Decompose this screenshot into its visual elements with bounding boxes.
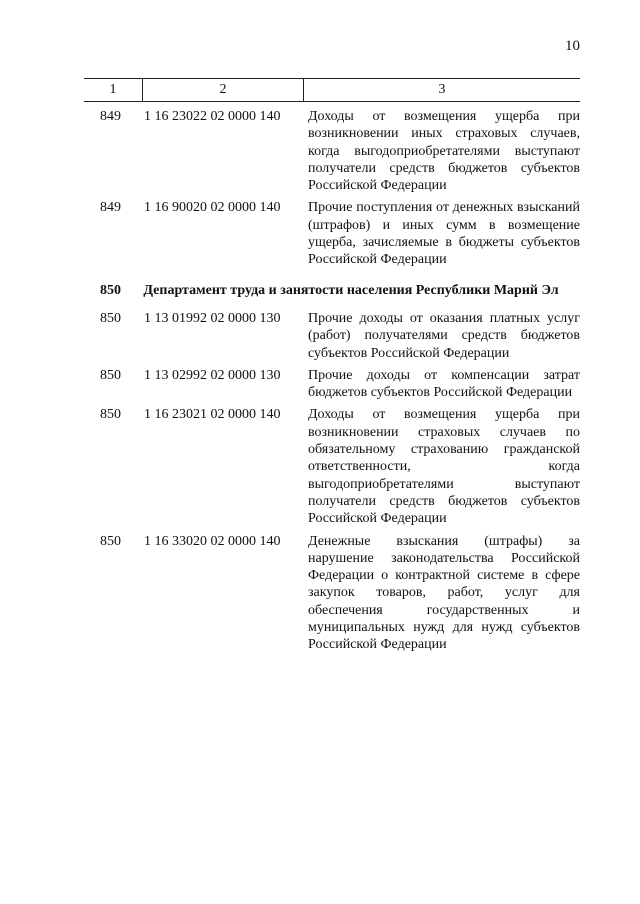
section-admin-code: 850: [100, 282, 121, 298]
row-admin-code: 849: [100, 200, 121, 216]
section-heading: [84, 282, 580, 299]
row-budget-code: 1 16 23022 02 0000 140: [144, 109, 281, 124]
row-description: Доходы от возмещения ущерба при возникновении страховых случаев по обязательному страхованию гражданской ответственности, когда выгодоприобретателями выступают получатели средств бюджетов субъектов Российской Федерации: [308, 407, 580, 527]
row-admin-code: 850: [100, 533, 121, 549]
row-description: Прочие доходы от оказания платных услуг (работ) получателями средств бюджетов субъектов Российской Федерации: [308, 310, 580, 361]
row-budget-code: 1 16 33020 02 0000 140: [144, 533, 281, 549]
row-budget-code: 1 13 01992 02 0000 130: [144, 310, 281, 326]
row-description: Денежные взыскания (штрафы) за нарушение законодательства Российской Федерации о контрактной системе в сфере закупок товаров, работ, услуг для обеспечения государственных и муниципальных нужд для нужд субъектов Российской Федерации: [308, 533, 580, 653]
section-title: Департамент труда и занятости населения Республики Марий Эл: [143, 282, 559, 298]
table-row: [84, 108, 580, 194]
row-budget-code: 1 13 02992 02 0000 130: [144, 367, 281, 383]
row-budget-code: 1 16 90020 02 0000 140: [144, 200, 281, 216]
row-admin-code: 850: [100, 367, 121, 383]
table-body: [84, 108, 580, 654]
table-row: [84, 406, 580, 527]
row-admin-code: 850: [100, 310, 121, 326]
table-row: [84, 367, 580, 402]
row-description: Прочие доходы от компенсации затрат бюджетов субъектов Российской Федерации: [308, 367, 580, 401]
table-row: [84, 533, 580, 654]
table-row: [84, 310, 580, 362]
page-number: 10: [565, 38, 580, 54]
row-description: Доходы от возмещения ущерба при возникновении иных страховых случаев, когда выгодоприобретателями выступают получатели средств бюджетов субъектов Российской Федерации: [308, 109, 580, 194]
table-header: [84, 78, 580, 102]
row-budget-code: 1 16 23021 02 0000 140: [144, 407, 281, 423]
table-header-col3: 3: [438, 82, 446, 97]
table-row: [84, 199, 580, 268]
row-admin-code: 850: [100, 407, 121, 423]
table-header-col1: 1: [84, 79, 143, 101]
row-admin-code: 849: [100, 109, 121, 124]
row-description: Прочие поступления от денежных взысканий (штрафов) и иных сумм в возмещение ущерба, зачисляемые в бюджеты субъектов Российской Федерации: [308, 200, 580, 268]
table-header-col2: 2: [143, 79, 304, 101]
